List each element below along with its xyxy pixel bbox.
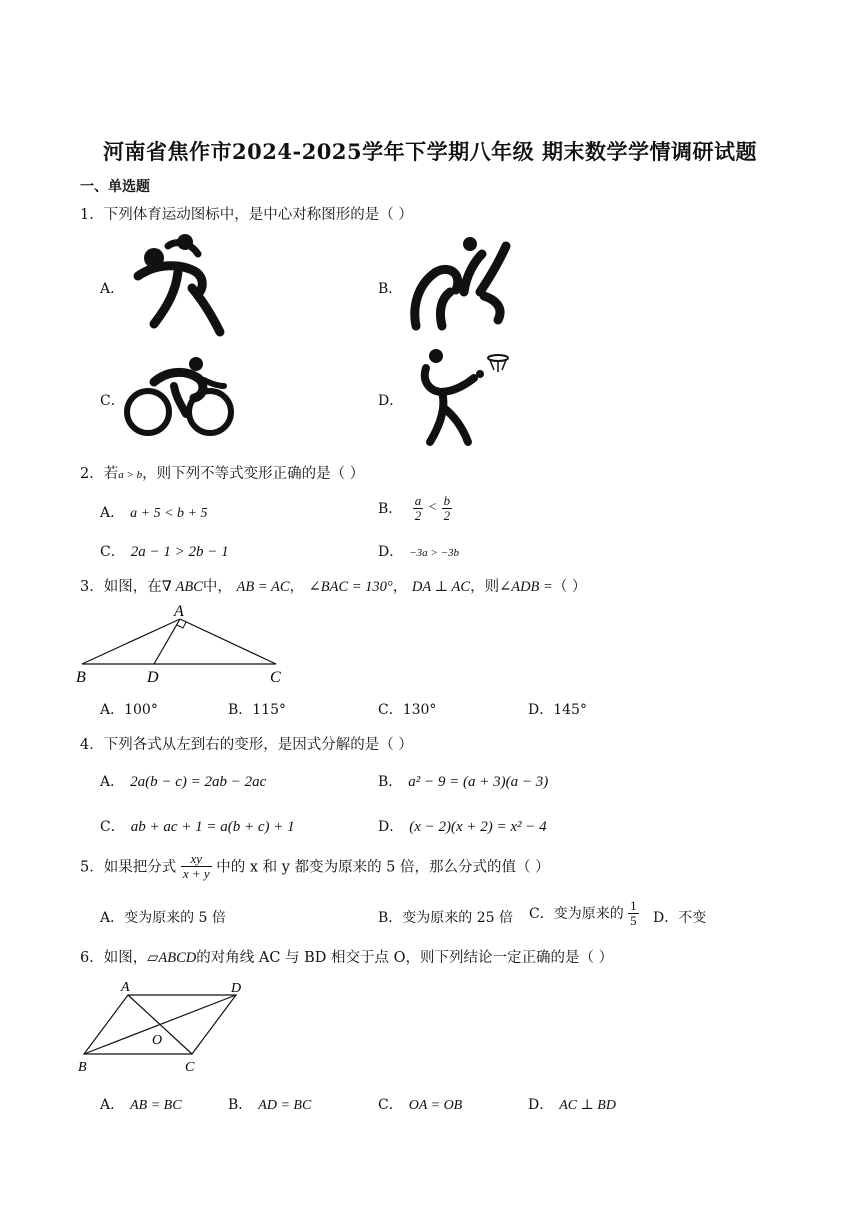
q1-option-d-label: D． bbox=[378, 393, 404, 409]
q3-option-d: D．145° bbox=[528, 702, 587, 718]
q4-option-a: A． 2a(b − c) = 2ab − 2ac bbox=[100, 774, 267, 790]
fig6-label-a: A bbox=[121, 980, 130, 995]
q1-option-c-label: C． bbox=[100, 393, 125, 409]
cyclist-icon bbox=[124, 356, 236, 440]
q2-option-c: C． 2a − 1 > 2b − 1 bbox=[100, 544, 229, 560]
q1-option-a-label: A． bbox=[100, 281, 125, 297]
q2-option-b: B． $\frac{a}{2}$ < $\frac{b}{2}$ bbox=[378, 493, 451, 523]
triangle-figure bbox=[76, 600, 290, 686]
fig3-label-b: B bbox=[76, 669, 86, 686]
q1-option-b-label: B． bbox=[378, 281, 403, 297]
q4-option-d: D． (x − 2)(x + 2) = x² − 4 bbox=[378, 819, 547, 835]
fig3-label-c: C bbox=[270, 669, 281, 686]
q3-option-a: A．100° bbox=[100, 702, 158, 718]
parallelogram-figure bbox=[76, 976, 252, 1074]
fig6-label-d: D bbox=[231, 981, 242, 996]
q5-option-d: D．不变 bbox=[653, 910, 707, 926]
fig6-label-c: C bbox=[185, 1060, 195, 1075]
question-4-stem: 4．下列各式从左到右的变形，是因式分解的是（ ） bbox=[80, 737, 413, 753]
question-2-stem: 2．若a > b，则下列不等式变形正确的是（ ） bbox=[80, 466, 365, 482]
q2-option-a: A． a + 5 < b + 5 bbox=[100, 505, 208, 521]
q5-option-c: C．变为原来的 $\frac{1}{5}$ bbox=[529, 898, 637, 928]
q5-option-b: B．变为原来的 25 倍 bbox=[378, 910, 514, 926]
q6-option-a: A． AB = BC bbox=[100, 1097, 182, 1113]
q2-option-d: D． −3a > −3b bbox=[378, 544, 460, 560]
fig6-label-b: B bbox=[78, 1060, 87, 1075]
basketball-player-icon bbox=[412, 346, 516, 450]
q6-option-d: D． AC ⊥ BD bbox=[528, 1097, 616, 1113]
question-6-stem: 6．如图，▱ABCD的对角线 AC 与 BD 相交于点 O，则下列结论一定正确的是（ ） bbox=[80, 950, 614, 966]
fig6-label-o: O bbox=[152, 1033, 163, 1048]
fig3-label-d: D bbox=[147, 669, 159, 686]
section-heading: 一、单选题 bbox=[80, 179, 150, 195]
q6-option-c: C． OA = OB bbox=[378, 1097, 463, 1113]
q3-option-b: B．115° bbox=[228, 702, 287, 718]
q6-option-b: B． AD = BC bbox=[228, 1097, 312, 1113]
page-title: 河南省焦作市2024-2025学年下学期八年级 期末数学学情调研试题 bbox=[103, 139, 757, 164]
volleyball-player-icon bbox=[128, 232, 228, 336]
q3-option-c: C．130° bbox=[378, 702, 437, 718]
fig3-label-a: A bbox=[174, 603, 184, 620]
question-1-stem: 1．下列体育运动图标中，是中心对称图形的是（ ） bbox=[80, 207, 413, 223]
question-3-stem: 3．如图，在∇ ABC中， AB = AC， ∠BAC = 130°， DA ⊥ AC，则∠ADB =（ ） bbox=[80, 579, 587, 595]
q4-option-c: C． ab + ac + 1 = a(b + c) + 1 bbox=[100, 819, 295, 835]
q5-option-a: A．变为原来的 5 倍 bbox=[100, 910, 226, 926]
question-5-stem: 5．如果把分式 $\frac{xy}{x + y}$ 中的 x 和 y 都变为原来的 5 倍，那么分式的值（ ） bbox=[80, 851, 550, 881]
wrestling-icon bbox=[408, 236, 516, 332]
q4-option-b: B． a² − 9 = (a + 3)(a − 3) bbox=[378, 774, 549, 790]
